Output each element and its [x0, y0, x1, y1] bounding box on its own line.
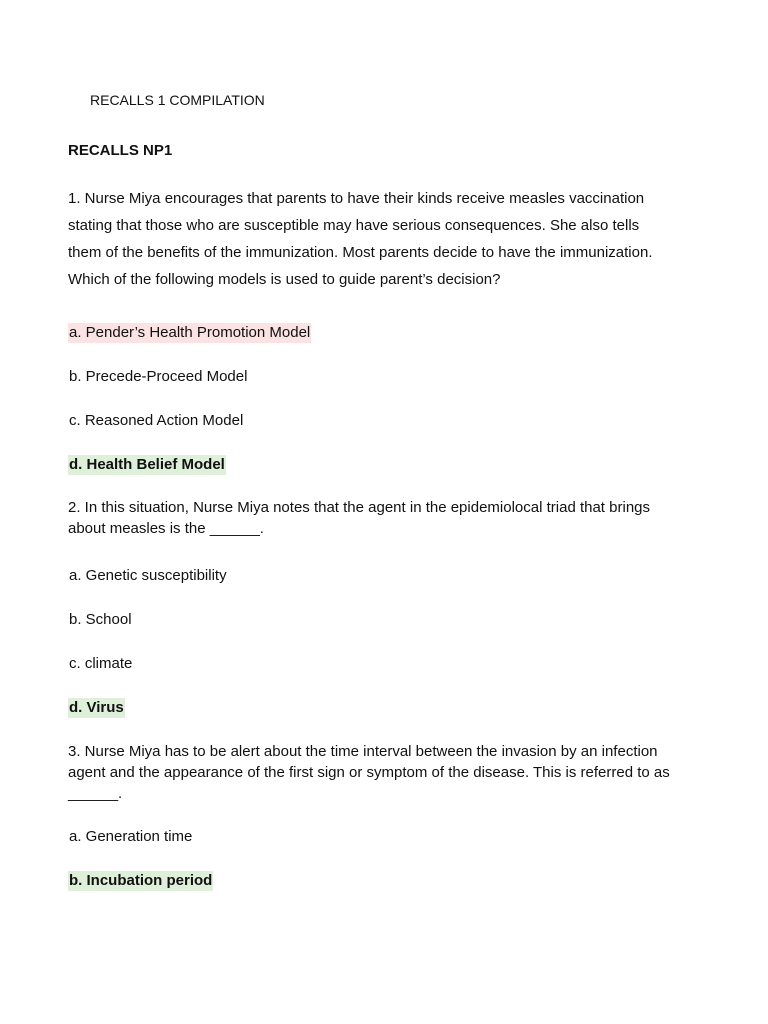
section-heading: RECALLS NP1 [68, 142, 173, 159]
question-2-line: about measles is the ______. [68, 520, 264, 537]
question-2-option-a: a. Genetic susceptibility [69, 567, 227, 584]
question-1-line: stating that those who are susceptible may have serious consequences. She also tells [68, 217, 640, 234]
question-1-option-a: a. Pender’s Health Promotion Model [69, 324, 311, 341]
question-3-stem [68, 741, 688, 804]
question-1-line: Which of the following models is used to guide parent’s decision? [68, 271, 501, 288]
question-3-line: ______. [68, 785, 123, 802]
document-title: RECALLS 1 COMPILATION [90, 92, 265, 108]
question-3-option-a: a. Generation time [69, 828, 193, 845]
question-2-option-c: c. climate [69, 655, 133, 672]
question-3-line: 3. Nurse Miya has to be alert about the time interval between the invasion by an infection [68, 743, 658, 760]
question-1-option-c: c. Reasoned Action Model [69, 412, 244, 429]
question-1-stem [68, 185, 688, 293]
question-3-line: agent and the appearance of the first sign or symptom of the disease. This is referred to as [68, 764, 670, 781]
question-3-option-b-answer: b. Incubation period [69, 872, 213, 889]
question-2-line: 2. In this situation, Nurse Miya notes that the agent in the epidemiolocal triad that brings [68, 499, 650, 516]
question-2-option-d-answer: d. Virus [69, 699, 124, 716]
question-1-option-d-answer: d. Health Belief Model [69, 456, 225, 473]
question-1-option-b: b. Precede-Proceed Model [69, 368, 248, 385]
question-2-stem [68, 497, 688, 539]
question-2-option-b: b. School [69, 611, 132, 628]
question-1-line: 1. Nurse Miya encourages that parents to have their kinds receive measles vaccination [68, 190, 645, 207]
question-1-line: them of the benefits of the immunization. Most parents decide to have the immunization. [68, 244, 653, 261]
